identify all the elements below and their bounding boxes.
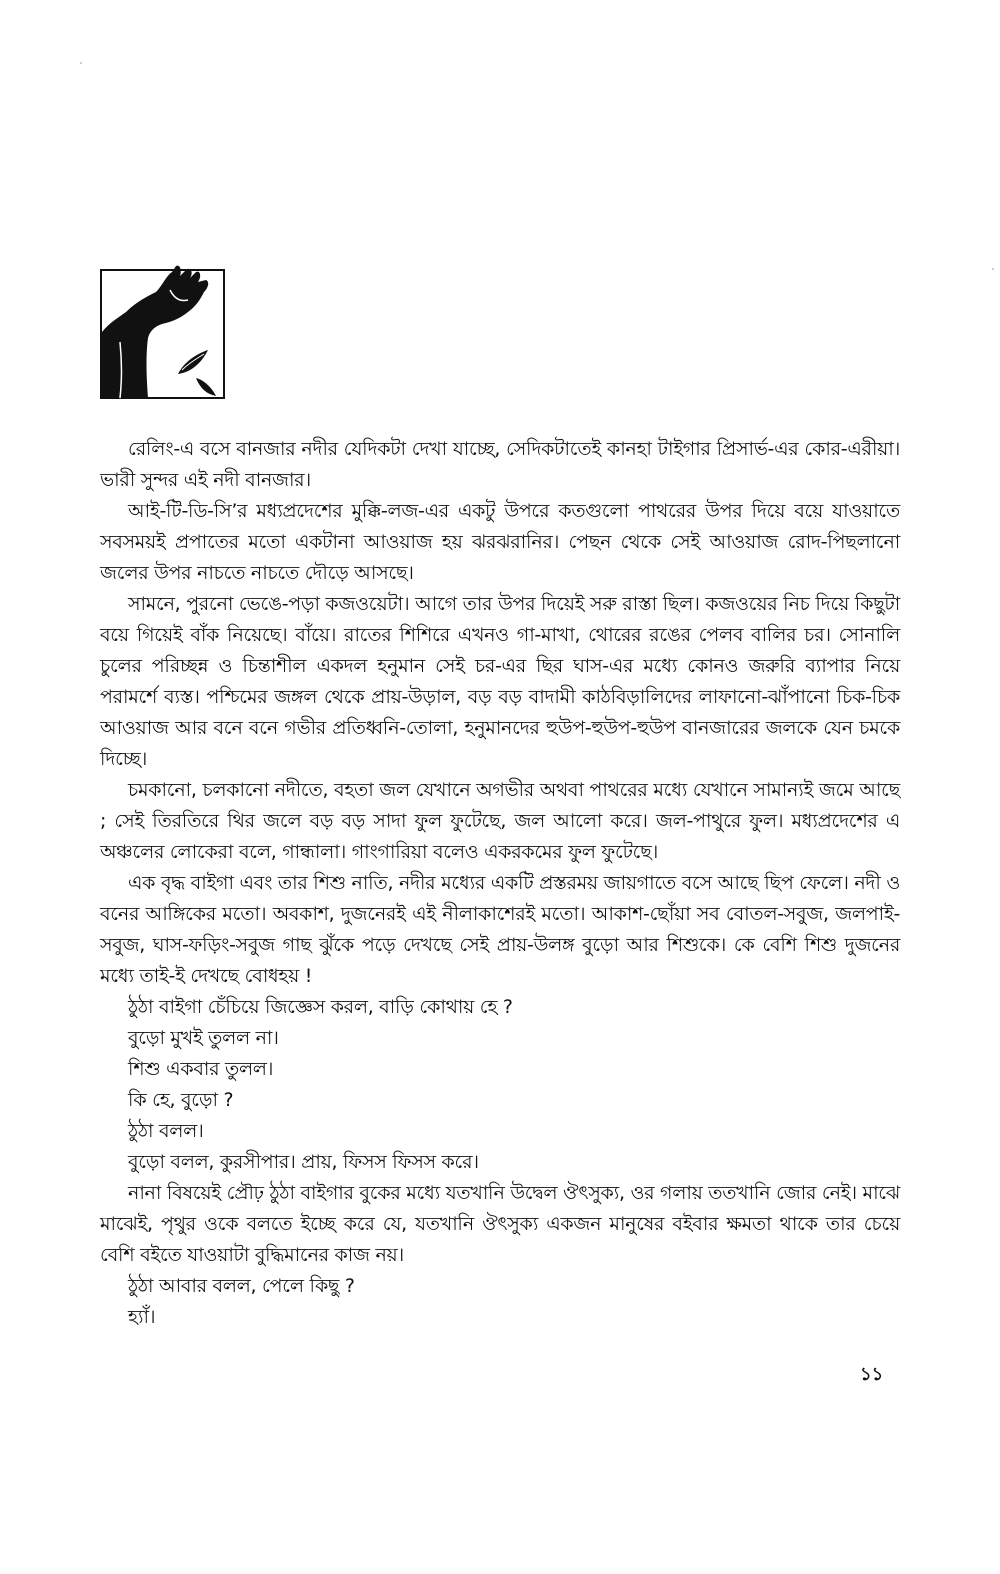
scan-speck <box>992 268 994 270</box>
dialog-line: হ্যাঁ। <box>128 1306 156 1328</box>
dialog-line: বুড়ো বলল, কুরসীপার। প্রায়, ফিসস ফিসস করে। <box>128 1151 479 1173</box>
body-text <box>100 434 900 1333</box>
page-number: ১১ <box>860 1364 884 1385</box>
paragraph: সামনে, পুরনো ভেঙে-পড়া কজওয়েটা। আগে তার উপর দিয়েই সরু রাস্তা ছিল। কজওয়ের নিচ দিয়ে কিছুটা বয়ে গিয়েই বাঁক নিয়েছে। বাঁয়ে। রাতের শিশিরে এখনও গা-মাখা, থোরের রঙের পেলব বালির চর। সোনালি চুলের পরিচ্ছন্ন ও চিন্তাশীল একদল হনুমান সেই চর-এর ছির ঘাস-এর মধ্যে কোনও জরুরি ব্যাপার নিয়ে পরামর্শে ব্যস্ত। পশ্চিমের জঙ্গল থেকে প্রায়-উড়াল, বড় বড় বাদামী কাঠবিড়ালিদের লাফানো-ঝাঁপানো চিক-চিক আওয়াজ আর বনে বনে গভীর প্রতিধ্বনি-তোলা, হনুমানদের হুউপ-হুউপ-হুউপ বানজারের জলকে যেন চমকে দিচ্ছে। <box>100 593 900 770</box>
paragraph: আই-টি-ডি-সি’র মধ্যপ্রদেশের মুক্কি-লজ-এর একটু উপরে কতগুলো পাথরের উপর দিয়ে বয়ে যাওয়াতে সবসময়ই প্রপাতের মতো একটানা আওয়াজ হয় ঝরঝরানির। পেছন থেকে সেই আওয়াজ রোদ-পিছলানো জলের উপর নাচতে নাচতে দৌড়ে আসছে। <box>100 500 900 584</box>
dialog-line: ঠুঠা বাইগা চেঁচিয়ে জিজ্ঞেস করল, বাড়ি কোথায় হে ? <box>128 996 513 1018</box>
dialog-line: কি হে, বুড়ো ? <box>128 1089 234 1111</box>
chapter-illustration-hand-icon <box>100 262 226 400</box>
dialog-line: শিশু একবার তুলল। <box>128 1058 274 1080</box>
paragraph: রেলিং-এ বসে বানজার নদীর যেদিকটা দেখা যাচ্ছে, সেদিকটাতেই কানহা টাইগার প্রিসার্ভ-এর কোর-এরীয়া। ভারী সুন্দর এই নদী বানজার। <box>100 438 900 491</box>
paragraph: এক বৃদ্ধ বাইগা এবং তার শিশু নাতি, নদীর মধ্যের একটি প্রস্তরময় জায়গাতে বসে আছে ছিপ ফেলে। নদী ও বনের আঙ্গিকের মতো। অবকাশ, দুজনেরই এই নীলাকাশেরই মতো। আকাশ-ছোঁয়া সব বোতল-সবুজ, জলপাই-সবুজ, ঘাস-ফড়িং-সবুজ গাছ ঝুঁকে পড়ে দেখছে সেই প্রায়-উলঙ্গ বুড়ো আর শিশুকে। কে বেশি শিশু দুজনের মধ্যে তাই-ই দেখছে বোধহয় ! <box>100 872 901 987</box>
dialog-line: ঠুঠা আবার বলল, পেলে কিছু ? <box>128 1275 355 1297</box>
paragraph: চমকানো, চলকানো নদীতে, বহতা জল যেখানে অগভীর অথবা পাথরের মধ্যে যেখানে সামান্যই জমে আছে ; সেই তিরতিরে থির জলে বড় বড় সাদা ফুল ফুটেছে, জল আলো করে। জল-পাথুরে ফুল। মধ্যপ্রদেশের এ অঞ্চলের লোকেরা বলে, গান্ধালা। গাংগারিয়া বলেও একরকমের ফুল ফুটেছে। <box>100 779 900 863</box>
paragraph: নানা বিষয়েই প্রৌঢ় ঠুঠা বাইগার বুকের মধ্যে যতখানি উদ্বেল ঔৎসুক্য, ওর গলায় ততখানি জোর নেই। মাঝে মাঝেই, পৃথুর ওকে বলতে ইচ্ছে করে যে, যতখানি ঔৎসুক্য একজন মানুষের বইবার ক্ষমতা থাকে তার চেয়ে বেশি বইতে যাওয়াটা বুদ্ধিমানের কাজ নয়। <box>100 1182 900 1266</box>
dialog-line: ঠুঠা বলল। <box>128 1120 204 1142</box>
scan-speck <box>80 62 82 64</box>
dialog-line: বুড়ো মুখই তুলল না। <box>128 1027 279 1049</box>
